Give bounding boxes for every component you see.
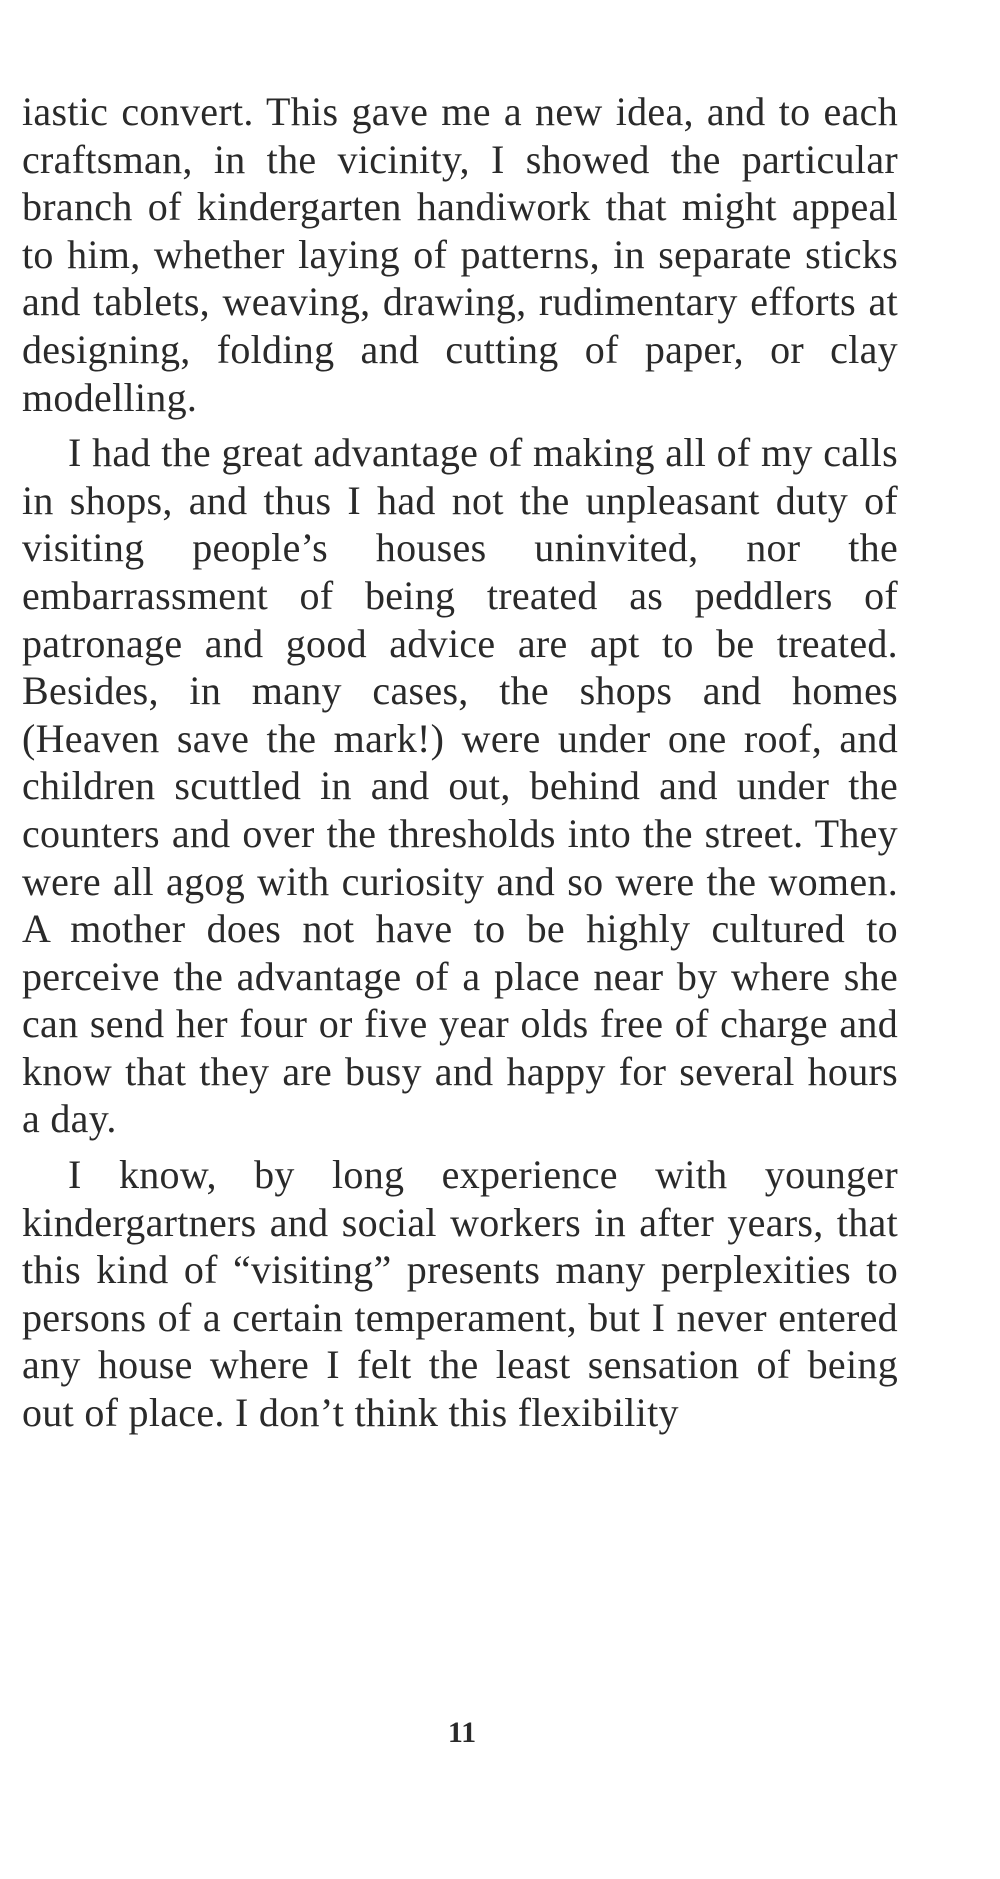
paragraph-3: I know, by long experience with younger kindergartners and social workers in after years, that this kind of “visiting” presents many perplexities to persons of a certain temperament, but I never entered any house where I felt the least sensation of being out of place. I don’t think this flexibility — [22, 1152, 898, 1436]
paragraph-1: iastic convert. This gave me a new idea, and to each craftsman, in the vicinity, I showed the particular branch of kindergarten handiwork that might appeal to him, whether laying of patterns, in separate sticks and tablets, weaving, drawing, rudimentary efforts at designing, folding and cutting of paper, or clay modelling. — [22, 89, 898, 420]
paragraph-2: I had the great advantage of making all of my calls in shops, and thus I had not the unpleasant duty of visiting people’s houses uninvited, nor the embarrassment of being treated as peddlers of patronage and good advice are apt to be treated. Besides, in many cases, the shops and homes (Heaven save the mark!) were under one roof, and children scuttled in and out, behind and under the counters and over the thresholds into the street. They were all agog with curiosity and so were the women. A mother does not have to be highly cultured to perceive the advantage of a place near by where she can send her four or five year olds free of charge and know that they are busy and happy for several hours a day. — [22, 430, 898, 1142]
page-number: 11 — [447, 1716, 477, 1749]
page-body — [22, 88, 898, 1437]
